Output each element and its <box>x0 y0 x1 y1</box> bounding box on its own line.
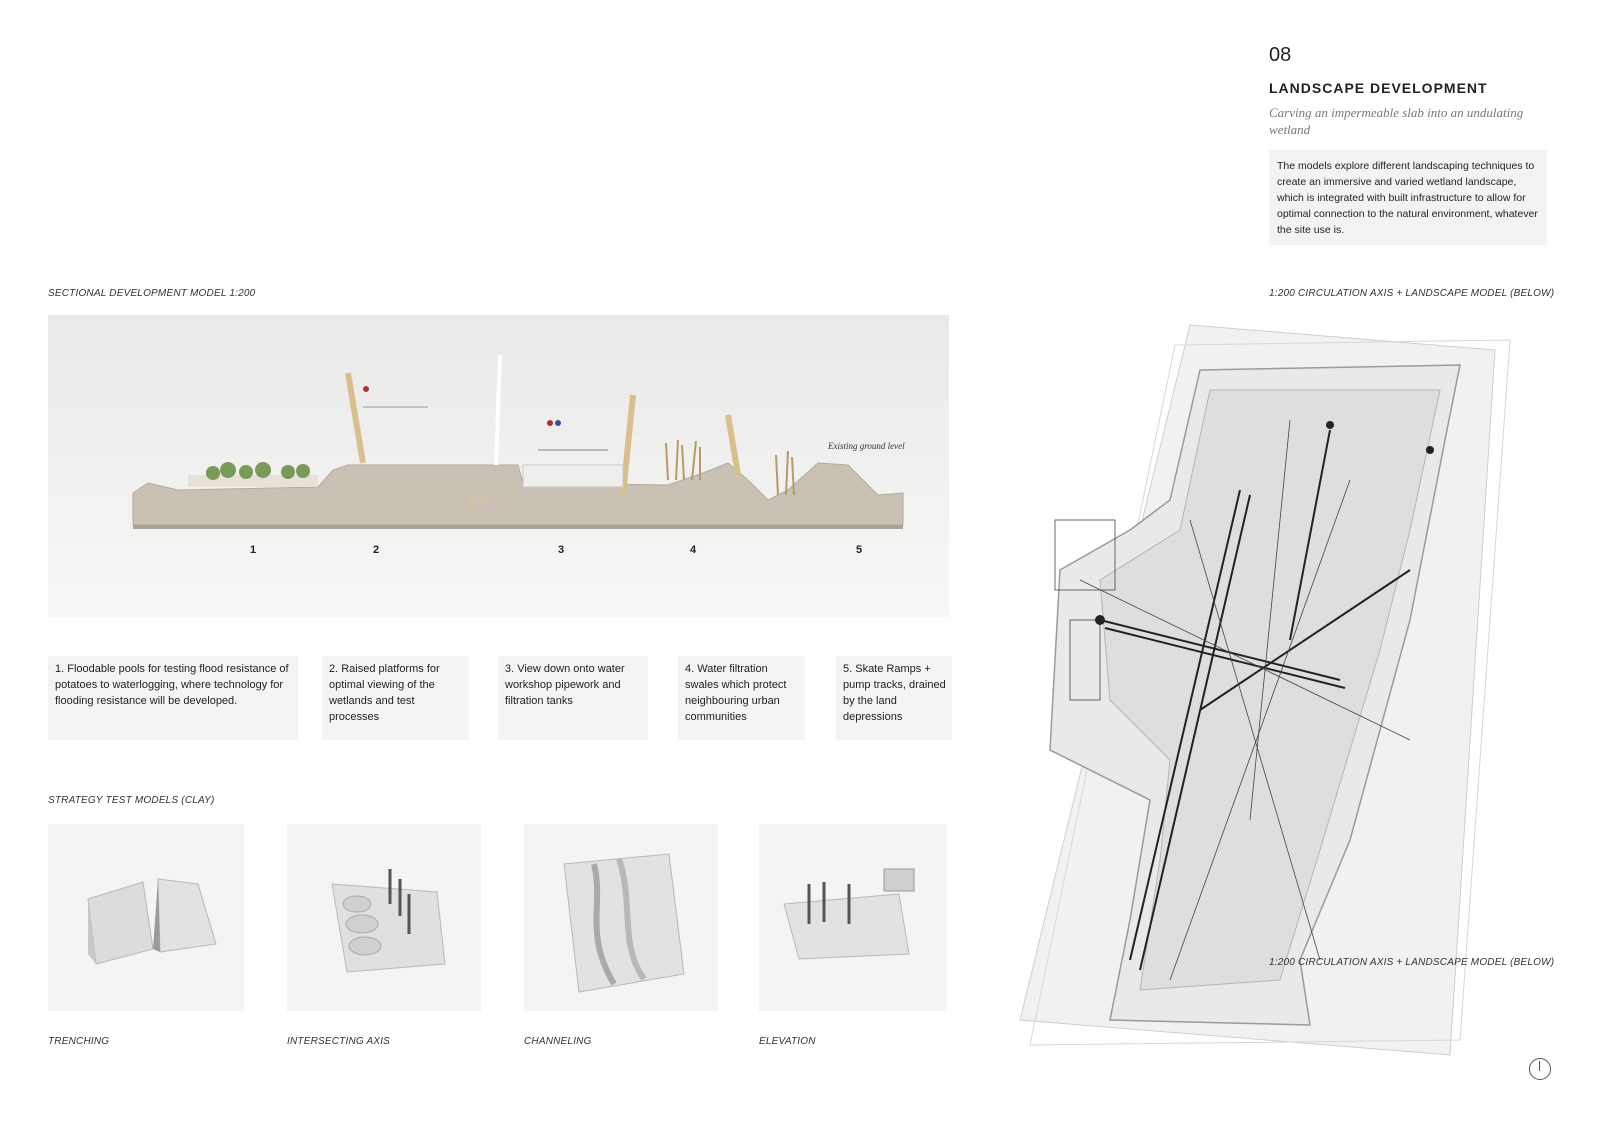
clay-model-photo <box>759 824 947 1011</box>
description-text: The models explore different landscaping techniques to create an immersive and varied wetland landscape, which is integrated with built infrastructure to allow for optimal connection to the natural environment, whatever the site use is. <box>1277 160 1538 236</box>
landscape-model-caption: 1:200 CIRCULATION AXIS + LANDSCAPE MODEL (BELOW) <box>1269 957 1555 968</box>
clay-model-photo <box>524 824 718 1011</box>
clay-model-label: TRENCHING <box>48 1036 110 1047</box>
landscape-model-photo <box>990 320 1590 1095</box>
callout-text: 4. Water filtration swales which protect neighbouring urban communities <box>685 663 787 723</box>
page-number: 08 <box>1269 44 1292 66</box>
north-arrow-icon <box>1529 1058 1551 1080</box>
callout-text: 2. Raised platforms for optimal viewing of the wetlands and test processes <box>329 663 440 723</box>
clay-model-label: ELEVATION <box>759 1036 816 1047</box>
page-title: LANDSCAPE DEVELOPMENT <box>1269 80 1488 96</box>
section-number: 1 <box>250 544 257 556</box>
strategy-caption: STRATEGY TEST MODELS (CLAY) <box>48 795 215 806</box>
section-number: 3 <box>558 544 565 556</box>
clay-model-photo <box>287 824 481 1011</box>
callout-text: 3. View down onto water workshop pipework and filtration tanks <box>505 663 625 707</box>
clay-model-photo <box>48 824 244 1011</box>
landscape-model-caption: 1:200 CIRCULATION AXIS + LANDSCAPE MODEL (BELOW) <box>1269 288 1555 299</box>
section-number: 5 <box>856 544 863 556</box>
section-model-caption: SECTIONAL DEVELOPMENT MODEL 1:200 <box>48 288 256 299</box>
section-model-photo <box>48 315 949 617</box>
clay-model-label: CHANNELING <box>524 1036 592 1047</box>
callout-text: 1. Floodable pools for testing flood resistance of potatoes to waterlogging, where technology for flooding resistance will be developed. <box>55 663 289 707</box>
callout-text: 5. Skate Ramps + pump tracks, drained by the land depressions <box>843 663 946 723</box>
section-number: 2 <box>373 544 380 556</box>
ground-level-label: Existing ground level <box>828 441 905 451</box>
section-number: 4 <box>690 544 697 556</box>
page-subtitle: Carving an impermeable slab into an undulating wetland <box>1269 105 1524 137</box>
clay-model-label: INTERSECTING AXIS <box>287 1036 391 1047</box>
